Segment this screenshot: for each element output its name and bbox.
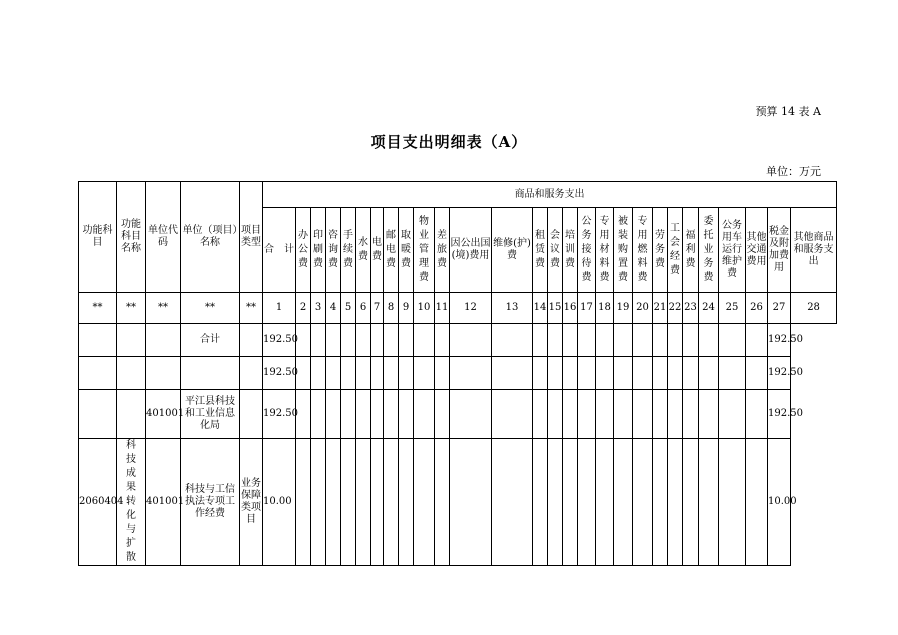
cell-proj-type: 业务保障类项目 bbox=[240, 439, 263, 566]
num-cell: 7 bbox=[371, 293, 384, 324]
num-cell: 14 bbox=[533, 293, 548, 324]
mark-cell: ** bbox=[181, 293, 240, 324]
col-welfare-label: 福利费 bbox=[685, 230, 696, 269]
num-cell: 17 bbox=[578, 293, 596, 324]
col-training bbox=[563, 208, 578, 293]
cell-other-goods: 192.50 bbox=[768, 324, 791, 357]
col-fuel bbox=[633, 208, 653, 293]
col-office bbox=[296, 208, 311, 293]
mark-cell: ** bbox=[240, 293, 263, 324]
col-electricity bbox=[371, 208, 384, 293]
cell-func-name bbox=[117, 324, 146, 357]
expenditure-table bbox=[78, 181, 837, 566]
col-meeting bbox=[548, 208, 563, 293]
col-uniform bbox=[614, 208, 633, 293]
mark-cell: ** bbox=[117, 293, 146, 324]
cell-func-code bbox=[79, 390, 117, 439]
num-cell: 13 bbox=[492, 293, 533, 324]
cell-total: 10.00 bbox=[263, 439, 296, 566]
num-cell: 4 bbox=[326, 293, 341, 324]
cell-func-name bbox=[117, 357, 146, 390]
col-printing bbox=[311, 208, 326, 293]
col-consulting bbox=[326, 208, 341, 293]
col-fuel-label: 专用燃料费 bbox=[637, 216, 648, 283]
cell-func-code bbox=[79, 324, 117, 357]
cell-unit-code bbox=[146, 357, 181, 390]
page-title: 项目支出明细表（A） bbox=[370, 133, 528, 151]
cell-total: 192.50 bbox=[263, 324, 296, 357]
table-row bbox=[79, 390, 837, 439]
num-cell: 21 bbox=[653, 293, 668, 324]
num-cell: 19 bbox=[614, 293, 633, 324]
col-meeting-label: 会议费 bbox=[550, 230, 560, 269]
col-heating-label: 取暖费 bbox=[401, 230, 411, 269]
col-total: 合 计 bbox=[263, 208, 296, 293]
table-row bbox=[79, 357, 837, 390]
cell-proj-type bbox=[240, 390, 263, 439]
cell-func-name-text: 科技成果转化与扩散 bbox=[126, 440, 136, 563]
cell-proj-type bbox=[240, 357, 263, 390]
col-fees-label: 手续费 bbox=[343, 230, 353, 269]
cell-unit-name: 合计 bbox=[181, 324, 240, 357]
col-proj-type: 项目类型 bbox=[240, 182, 263, 293]
col-reception bbox=[578, 208, 596, 293]
col-reception-label: 公务接待费 bbox=[581, 216, 592, 283]
col-printing-label: 印刷费 bbox=[313, 230, 323, 269]
col-vehicle: 公务用车运行维护费 bbox=[719, 208, 746, 293]
num-cell: 24 bbox=[699, 293, 719, 324]
cell-total: 192.50 bbox=[263, 357, 296, 390]
col-property bbox=[414, 208, 435, 293]
num-cell: 22 bbox=[668, 293, 683, 324]
col-postal bbox=[384, 208, 399, 293]
col-travel bbox=[435, 208, 450, 293]
cell-other-goods: 192.50 bbox=[768, 390, 791, 439]
table-row bbox=[79, 324, 837, 357]
num-cell: 11 bbox=[435, 293, 450, 324]
col-func-code: 功能科目 bbox=[79, 182, 117, 293]
col-rent-label: 租赁费 bbox=[535, 230, 545, 269]
col-materials bbox=[596, 208, 614, 293]
form-number: 预算 14 表 A bbox=[755, 105, 821, 118]
col-postal-label: 邮电费 bbox=[386, 230, 396, 269]
col-union-label: 工会经费 bbox=[670, 223, 680, 276]
cell-func-name bbox=[117, 390, 146, 439]
col-consulting-label: 咨询费 bbox=[328, 230, 338, 269]
col-repair: 维修(护)费 bbox=[492, 208, 533, 293]
cell-other-goods: 192.50 bbox=[768, 357, 791, 390]
num-cell: 12 bbox=[450, 293, 492, 324]
num-cell: 5 bbox=[341, 293, 356, 324]
col-labor bbox=[653, 208, 668, 293]
col-welfare bbox=[683, 208, 699, 293]
col-entrusted-label: 委托业务费 bbox=[703, 216, 714, 283]
number-row bbox=[79, 293, 837, 324]
num-cell: 6 bbox=[356, 293, 371, 324]
num-cell: 10 bbox=[414, 293, 435, 324]
cell-proj-type bbox=[240, 324, 263, 357]
col-water-label: 水费 bbox=[358, 237, 368, 262]
num-cell: 2 bbox=[296, 293, 311, 324]
col-group-goods-services: 商品和服务支出 bbox=[263, 182, 837, 208]
cell-unit-name bbox=[181, 357, 240, 390]
col-travel-label: 差旅费 bbox=[437, 230, 447, 269]
num-cell: 25 bbox=[719, 293, 746, 324]
col-materials-label: 专用材料费 bbox=[599, 216, 610, 283]
col-uniform-label: 被装购置费 bbox=[618, 216, 628, 283]
num-cell: 3 bbox=[311, 293, 326, 324]
num-cell: 8 bbox=[384, 293, 399, 324]
table-row bbox=[79, 439, 837, 566]
cell-unit-code: 401001 bbox=[146, 390, 181, 439]
mark-cell: ** bbox=[146, 293, 181, 324]
mark-cell: ** bbox=[79, 293, 117, 324]
col-electricity-label: 电费 bbox=[372, 237, 382, 262]
col-labor-label: 劳务费 bbox=[655, 230, 665, 269]
col-rent bbox=[533, 208, 548, 293]
num-cell: 16 bbox=[563, 293, 578, 324]
col-unit-code: 单位代码 bbox=[146, 182, 181, 293]
num-cell: 27 bbox=[768, 293, 791, 324]
col-property-label: 物业管理费 bbox=[419, 216, 429, 283]
num-cell: 28 bbox=[791, 293, 837, 324]
col-training-label: 培训费 bbox=[565, 230, 575, 269]
unit-label: 单位：万元 bbox=[766, 165, 821, 178]
col-tax: 税金及附加费用 bbox=[768, 208, 791, 293]
num-cell: 1 bbox=[263, 293, 296, 324]
num-cell: 20 bbox=[633, 293, 653, 324]
cell-unit-name: 平江县科技和工业信息化局 bbox=[181, 390, 240, 439]
col-other-transport: 其他交通费用 bbox=[746, 208, 768, 293]
col-heating bbox=[399, 208, 414, 293]
num-cell: 26 bbox=[746, 293, 768, 324]
col-func-name: 功能科目名称 bbox=[117, 182, 146, 293]
col-other-goods: 其他商品和服务支出 bbox=[791, 208, 837, 293]
cell-unit-name: 科技与工信执法专项工作经费 bbox=[181, 439, 240, 566]
num-cell: 15 bbox=[548, 293, 563, 324]
col-union bbox=[668, 208, 683, 293]
num-cell: 9 bbox=[399, 293, 414, 324]
col-office-label: 办公费 bbox=[298, 230, 308, 269]
cell-unit-code bbox=[146, 324, 181, 357]
col-water bbox=[356, 208, 371, 293]
cell-func-code bbox=[79, 357, 117, 390]
cell-total: 192.50 bbox=[263, 390, 296, 439]
col-unit-name: 单位（项目）名称 bbox=[181, 182, 240, 293]
col-abroad: 因公出国(境)费用 bbox=[450, 208, 492, 293]
col-fees bbox=[341, 208, 356, 293]
num-cell: 23 bbox=[683, 293, 699, 324]
num-cell: 18 bbox=[596, 293, 614, 324]
cell-other-goods: 10.00 bbox=[768, 439, 791, 566]
col-entrusted bbox=[699, 208, 719, 293]
cell-unit-code: 401001 bbox=[146, 439, 181, 566]
cell-func-code: 2060404 bbox=[79, 439, 117, 566]
